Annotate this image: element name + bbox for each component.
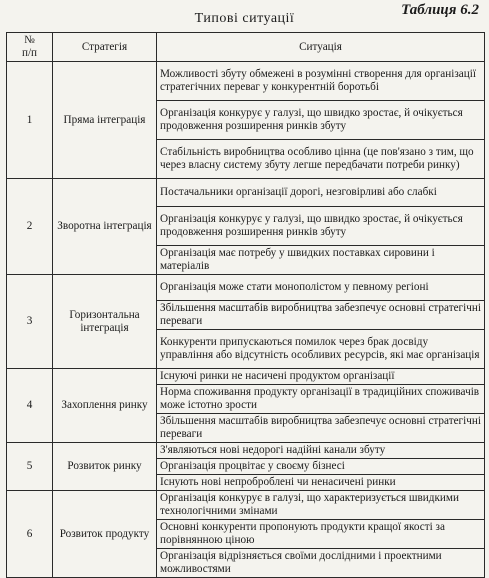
table-row xyxy=(7,179,485,207)
header-num: № п/п xyxy=(7,33,53,62)
situation-cell: Можливості збуту обмежені в розумінні створення для організації стратегічних переваг у конкурентній боротьбі xyxy=(157,62,485,101)
table-row xyxy=(7,275,485,301)
row-number: 3 xyxy=(7,275,53,369)
situation-cell: Організація конкурує в галузі, що характеризується швидкими технологічними змінами xyxy=(157,491,485,520)
header-row xyxy=(7,33,485,62)
row-number: 6 xyxy=(7,491,53,578)
table-caption: Таблиця 6.2 xyxy=(401,2,479,18)
header-situation: Ситуація xyxy=(157,33,485,62)
situation-cell: Існуючі ринки не насичені продуктом організації xyxy=(157,369,485,385)
situation-cell: Організація конкурує у галузі, що швидко зростає, й очікується продовження розширення ринків збуту xyxy=(157,101,485,140)
table-row xyxy=(7,62,485,101)
table-row xyxy=(7,369,485,385)
strategy-cell: Зворотна інтеграція xyxy=(53,179,157,275)
situation-cell: Стабільність виробництва особливо цінна (це пов'язано з тим, що через власну систему збуту легше передбачати потреби ринку) xyxy=(157,140,485,179)
strategy-cell: Розвиток ринку xyxy=(53,443,157,491)
table-row xyxy=(7,491,485,520)
situation-cell: Збільшення масштабів виробництва забезпечує основні стратегічні переваги xyxy=(157,301,485,330)
situation-cell: Конкуренти припускаються помилок через брак досвіду управління або відсутність особливих ресурсів, які має організація xyxy=(157,330,485,369)
situation-cell: З'являються нові недорогі надійні канали збуту xyxy=(157,443,485,459)
header-strategy: Стратегія xyxy=(53,33,157,62)
row-number: 1 xyxy=(7,62,53,179)
strategy-cell: Пряма інтеграція xyxy=(53,62,157,179)
row-number: 4 xyxy=(7,369,53,443)
strategy-cell: Горизонтальна інтеграція xyxy=(53,275,157,369)
situation-cell: Постачальники організації дорогі, незговірливі або слабкі xyxy=(157,179,485,207)
row-number: 5 xyxy=(7,443,53,491)
situation-cell: Основні конкуренти пропонують продукти кращої якості за порівнянною ціною xyxy=(157,520,485,549)
situation-cell: Організація відрізняється своїми дослідними і проектними можливостями xyxy=(157,549,485,578)
table-title: Типові ситуації xyxy=(194,11,295,26)
situation-cell: Норма споживання продукту організації в традиційних споживачів може істотно зрости xyxy=(157,385,485,414)
situation-cell: Збільшення масштабів виробництва забезпечує основні стратегічні переваги xyxy=(157,414,485,443)
situation-cell: Організація має потребу у швидких поставках сировини і матеріалів xyxy=(157,246,485,275)
situation-cell: Організація процвітає у своєму бізнесі xyxy=(157,459,485,475)
table-row xyxy=(7,443,485,459)
strategy-cell: Захоплення ринку xyxy=(53,369,157,443)
situation-cell: Організація конкурує у галузі, що швидко зростає, й очікується продовження розширення ринків збуту xyxy=(157,207,485,246)
situations-table xyxy=(6,32,485,578)
situation-cell: Існують нові непроброблені чи ненасичені ринки xyxy=(157,475,485,491)
row-number: 2 xyxy=(7,179,53,275)
situation-cell: Організація може стати монополістом у певному регіоні xyxy=(157,275,485,301)
strategy-cell: Розвиток продукту xyxy=(53,491,157,578)
